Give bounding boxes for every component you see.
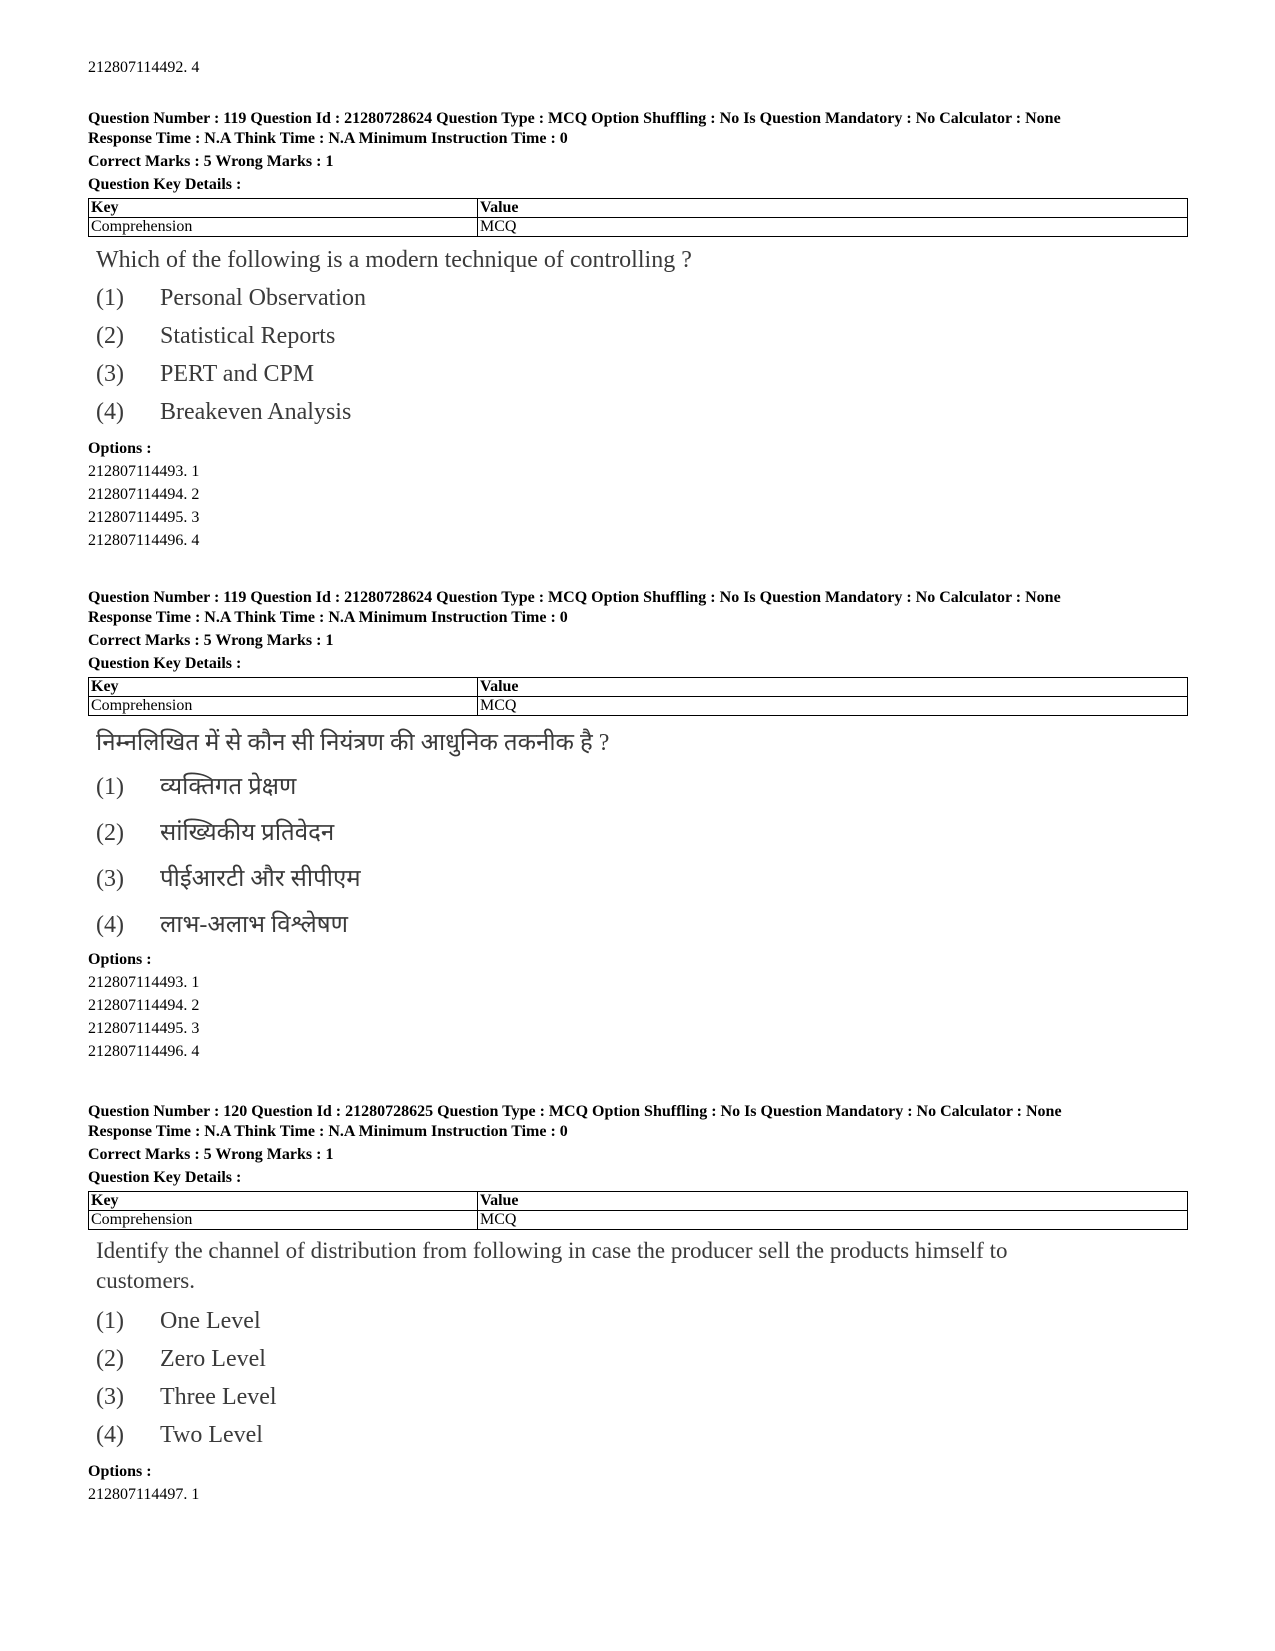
key-cell: Comprehension xyxy=(89,218,478,237)
choice-item xyxy=(88,321,1188,359)
key-header: Key xyxy=(89,1192,478,1211)
table-header-row xyxy=(89,678,1188,697)
question-meta-line-1: Question Number : 119 Question Id : 21280728624 Question Type : MCQ Option Shuffling : No Is Question Mandatory : No Calculator : None xyxy=(88,589,1061,606)
choice-item xyxy=(88,1420,1188,1458)
marks-line: Correct Marks : 5 Wrong Marks : 1 xyxy=(88,1146,334,1163)
options-label: Options : xyxy=(88,440,152,457)
choice-number: (4) xyxy=(96,399,124,425)
question-text-line-1: Identify the channel of distribution from following in case the producer sell the products himself to xyxy=(96,1238,1008,1263)
value-cell: MCQ xyxy=(478,218,1188,237)
choice-item xyxy=(88,772,1188,818)
key-details-table xyxy=(88,1191,1188,1230)
key-details-label: Question Key Details : xyxy=(88,1169,242,1186)
choice-item xyxy=(88,864,1188,910)
choice-item xyxy=(88,910,1188,950)
marks-line: Correct Marks : 5 Wrong Marks : 1 xyxy=(88,153,334,170)
question-block-1 xyxy=(88,109,1188,551)
question-text-line-2: customers. xyxy=(96,1268,196,1293)
choice-item xyxy=(88,1344,1188,1382)
table-row xyxy=(89,1211,1188,1230)
choice-item xyxy=(88,1306,1188,1344)
choice-number: (4) xyxy=(96,912,124,938)
question-block-2 xyxy=(88,588,1188,1062)
option-id-line: 212807114493. 1 xyxy=(88,463,200,480)
question-meta-line-2: Response Time : N.A Think Time : N.A Minimum Instruction Time : 0 xyxy=(88,1123,568,1140)
choice-item xyxy=(88,397,1188,435)
option-id-line: 212807114495. 3 xyxy=(88,1020,200,1037)
choice-item xyxy=(88,818,1188,864)
choice-text: पीईआरटी और सीपीएम xyxy=(160,866,361,892)
choice-number: (4) xyxy=(96,1422,124,1448)
choice-text: Three Level xyxy=(160,1384,277,1410)
option-id-line: 212807114494. 2 xyxy=(88,486,200,503)
choice-number: (3) xyxy=(96,1384,124,1410)
table-row xyxy=(89,697,1188,716)
key-details-label: Question Key Details : xyxy=(88,176,242,193)
question-meta-line-2: Response Time : N.A Think Time : N.A Minimum Instruction Time : 0 xyxy=(88,609,568,626)
choice-list xyxy=(88,283,1188,435)
choice-number: (3) xyxy=(96,361,124,387)
choice-list xyxy=(88,772,1188,950)
option-id-line: 212807114496. 4 xyxy=(88,532,200,549)
table-row xyxy=(89,218,1188,237)
choice-number: (1) xyxy=(96,1308,124,1334)
question-block-3 xyxy=(88,1102,1188,1505)
choice-item xyxy=(88,283,1188,321)
choice-text: PERT and CPM xyxy=(160,361,315,387)
choice-number: (3) xyxy=(96,866,124,892)
option-id-line: 212807114496. 4 xyxy=(88,1043,200,1060)
choice-number: (1) xyxy=(96,285,124,311)
choice-text: Statistical Reports xyxy=(160,323,336,349)
choice-text: व्यक्तिगत प्रेक्षण xyxy=(160,774,297,800)
option-id-line: 212807114495. 3 xyxy=(88,509,200,526)
key-details-table xyxy=(88,677,1188,716)
choice-item xyxy=(88,359,1188,397)
table-header-row xyxy=(89,1192,1188,1211)
key-cell: Comprehension xyxy=(89,697,478,716)
choice-text: Zero Level xyxy=(160,1346,266,1372)
key-cell: Comprehension xyxy=(89,1211,478,1230)
question-text: निम्नलिखित में से कौन सी नियंत्रण की आधुनिक तकनीक है ? xyxy=(96,730,610,756)
question-text: Which of the following is a modern technique of controlling ? xyxy=(96,247,692,273)
key-details-table xyxy=(88,198,1188,237)
question-meta-line-1: Question Number : 119 Question Id : 21280728624 Question Type : MCQ Option Shuffling : No Is Question Mandatory : No Calculator : None xyxy=(88,110,1061,127)
options-label: Options : xyxy=(88,1463,152,1480)
option-id-line: 212807114497. 1 xyxy=(88,1486,200,1503)
question-meta-line-2: Response Time : N.A Think Time : N.A Minimum Instruction Time : 0 xyxy=(88,130,568,147)
option-id-line: 212807114494. 2 xyxy=(88,997,200,1014)
value-header: Value xyxy=(478,678,1188,697)
choice-text: Two Level xyxy=(160,1422,263,1448)
value-cell: MCQ xyxy=(478,1211,1188,1230)
value-header: Value xyxy=(478,199,1188,218)
choice-text: लाभ-अलाभ विश्लेषण xyxy=(160,912,348,938)
option-id-line: 212807114493. 1 xyxy=(88,974,200,991)
key-header: Key xyxy=(89,678,478,697)
choice-text: Personal Observation xyxy=(160,285,366,311)
key-details-label: Question Key Details : xyxy=(88,655,242,672)
value-header: Value xyxy=(478,1192,1188,1211)
choice-text: सांख्यिकीय प्रतिवेदन xyxy=(160,820,335,846)
choice-number: (1) xyxy=(96,774,124,800)
options-label: Options : xyxy=(88,951,152,968)
marks-line: Correct Marks : 5 Wrong Marks : 1 xyxy=(88,632,334,649)
table-header-row xyxy=(89,199,1188,218)
value-cell: MCQ xyxy=(478,697,1188,716)
choice-text: Breakeven Analysis xyxy=(160,399,352,425)
choice-number: (2) xyxy=(96,820,124,846)
question-meta-line-1: Question Number : 120 Question Id : 21280728625 Question Type : MCQ Option Shuffling : No Is Question Mandatory : No Calculator : None xyxy=(88,1103,1062,1120)
header-option-line: 212807114492. 4 xyxy=(88,59,200,76)
choice-number: (2) xyxy=(96,1346,124,1372)
choice-list xyxy=(88,1306,1188,1458)
key-header: Key xyxy=(89,199,478,218)
choice-item xyxy=(88,1382,1188,1420)
choice-number: (2) xyxy=(96,323,124,349)
choice-text: One Level xyxy=(160,1308,261,1334)
